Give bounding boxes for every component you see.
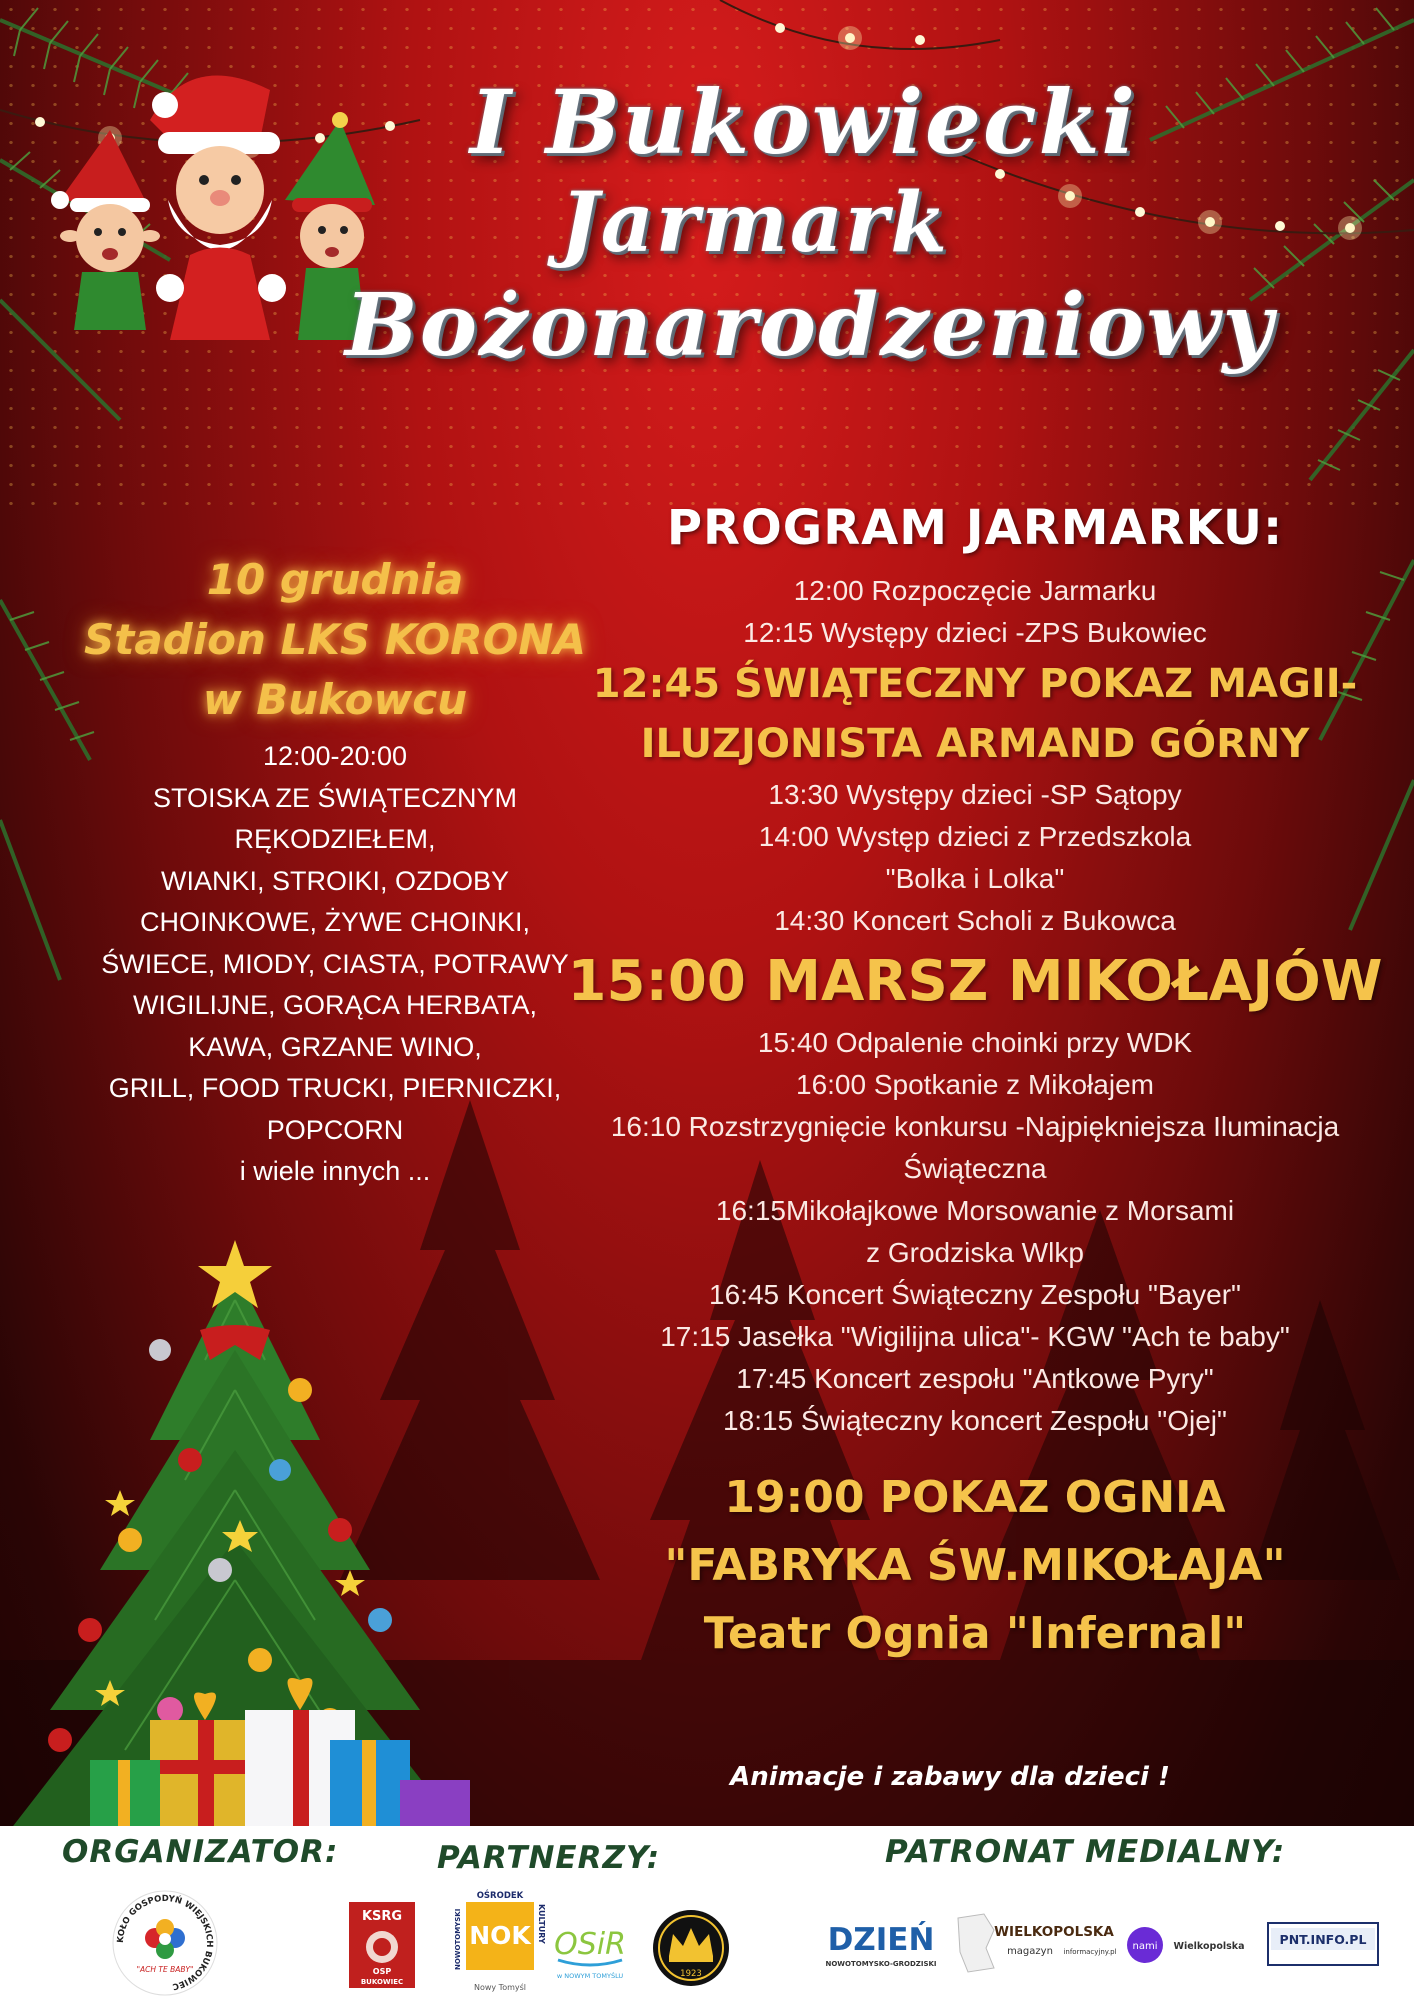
dzien-logo bbox=[825, 1914, 937, 1976]
program-item: 15:40 Odpalenie choinki przy WDK bbox=[757, 1027, 1193, 1058]
program-highlight-fire: "FABRYKA ŚW.MIKOŁAJA" bbox=[664, 1540, 1286, 1591]
wlkp-sub1-text: magazyn bbox=[1007, 1946, 1053, 1957]
kgw-ring-text: KOŁO GOSPODYŃ WIEJSKICH BUKOWIEC bbox=[115, 1893, 215, 1992]
nok-mark-text: NOK bbox=[469, 1921, 531, 1950]
partners-label: PARTNERZY: bbox=[437, 1840, 661, 1876]
program-item: z Grodziska Wlkp bbox=[866, 1237, 1084, 1268]
osp-text: OSP bbox=[372, 1967, 392, 1976]
offer-line: WIANKI, STROIKI, OZDOBY bbox=[160, 865, 510, 896]
offer-line: RĘKODZIEŁEM, bbox=[234, 824, 436, 854]
program-item: 14:00 Występ dzieci z Przedszkola bbox=[758, 821, 1192, 852]
program-heading: PROGRAM JARMARKU: bbox=[666, 500, 1284, 556]
title-line-3: Bożonarodzeniowy bbox=[345, 275, 1275, 376]
media-patronage-label: PATRONAT MEDIALNY: bbox=[885, 1834, 1286, 1870]
nok-side1-text: OŚRODEK bbox=[476, 1891, 524, 1901]
animations-note: Animacje i zabawy dla dzieci ! bbox=[730, 1762, 1170, 1792]
christmas-tree-illustration bbox=[0, 1240, 560, 1830]
ksrg-osp-logo bbox=[349, 1902, 415, 1988]
event-place: w Bukowcu bbox=[202, 675, 468, 724]
program-item: 12:15 Występy dzieci -ZPS Bukowiec bbox=[743, 617, 1207, 648]
program-item: 18:15 Świąteczny koncert Zespołu "Ojej" bbox=[723, 1405, 1227, 1436]
offer-line: CHOINKOWE, ŻYWE CHOINKI, bbox=[139, 907, 530, 937]
program-item: 14:30 Koncert Scholi z Bukowca bbox=[774, 905, 1176, 936]
wielkopolska-magazyn-logo bbox=[954, 1908, 1117, 1980]
crown-club-logo bbox=[651, 1908, 731, 1988]
elf-left-icon bbox=[51, 130, 160, 330]
crown-year-text: 1923 bbox=[680, 1969, 702, 1979]
program-item: 16:45 Koncert Świąteczny Zespołu "Bayer" bbox=[709, 1279, 1241, 1310]
program-highlight-fire: 19:00 POKAZ OGNIA bbox=[724, 1472, 1226, 1523]
offer-line: STOISKA ZE ŚWIĄTECZNYM bbox=[152, 782, 518, 813]
santa-icon bbox=[150, 75, 286, 340]
program-item: "Bolka i Lolka" bbox=[885, 863, 1065, 894]
kgw-motto-text: "ACH TE BABY" bbox=[136, 1965, 194, 1974]
wlkp-sub2-text: informacyjny.pl bbox=[1063, 1948, 1117, 1956]
event-venue: Stadion LKS KORONA bbox=[84, 615, 586, 664]
nok-town-text: Nowy Tomyśl bbox=[473, 1983, 527, 1992]
nok-logo bbox=[450, 1886, 546, 1998]
offer-line: KAWA, GRZANE WINO, bbox=[188, 1031, 482, 1062]
osir-text: OSiR bbox=[554, 1927, 626, 1962]
dzien-text: DZIEŃ bbox=[827, 1922, 935, 1958]
offer-line: GRILL, FOOD TRUCKI, PIERNICZKI, bbox=[108, 1073, 562, 1103]
pnt-info-logo bbox=[1267, 1922, 1379, 1966]
program-item: 17:15 Jasełka "Wigilijna ulica"- KGW "Ach te baby" bbox=[660, 1321, 1290, 1352]
organizer-label: ORGANIZATOR: bbox=[62, 1834, 339, 1870]
program-item: Świąteczna bbox=[903, 1153, 1047, 1184]
dzien-sub-text: NOWOTOMYSKO-GRODZISKI bbox=[825, 1960, 937, 1968]
event-date: 10 grudnia bbox=[206, 555, 464, 604]
osir-sub-text: w NOWYM TOMYŚLU bbox=[556, 1972, 624, 1980]
program-highlight-fire: Teatr Ognia "Infernal" bbox=[703, 1608, 1247, 1659]
program-schedule bbox=[540, 500, 1410, 1668]
pnt-text: PNT.INFO.PL bbox=[1279, 1932, 1367, 1947]
nok-side3-text: NOWOTOMYSKI bbox=[454, 1908, 462, 1970]
offer-line: i wiele innych ... bbox=[239, 1156, 431, 1186]
program-item: 17:45 Koncert zespołu "Antkowe Pyry" bbox=[736, 1363, 1214, 1394]
offer-line: WIGILIJNE, GORĄCA HERBATA, bbox=[132, 990, 538, 1020]
event-hours: 12:00-20:00 bbox=[262, 741, 408, 771]
program-item: 13:30 Występy dzieci -SP Sątopy bbox=[768, 779, 1182, 810]
program-item: 16:10 Rozstrzygnięcie konkursu -Najpiękniejsza Iluminacja bbox=[610, 1111, 1340, 1142]
offer-line: POPCORN bbox=[266, 1114, 404, 1145]
program-highlight-march: 15:00 MARSZ MIKOŁAJÓW bbox=[567, 949, 1383, 1014]
kgw-bukowiec-logo bbox=[110, 1888, 220, 1998]
program-item: 16:15Mikołajkowe Morsowanie z Morsami bbox=[715, 1195, 1235, 1226]
offer-line: ŚWIECE, MIODY, CIASTA, POTRAWY bbox=[101, 948, 569, 979]
nami-region-text: Wielkopolska bbox=[1173, 1941, 1245, 1952]
title-line-2: Jarmark bbox=[560, 175, 950, 271]
program-item: 12:00 Rozpoczęcie Jarmarku bbox=[793, 575, 1157, 606]
program-item: 16:00 Spotkanie z Mikołajem bbox=[796, 1069, 1154, 1100]
osp-place-text: BUKOWIEC bbox=[360, 1978, 404, 1986]
nami-wielkopolska-logo bbox=[1125, 1926, 1255, 1964]
title-line-1: I Bukowiecki bbox=[470, 70, 1137, 174]
wlkp-text: WIELKOPOLSKA bbox=[994, 1924, 1114, 1940]
nami-text: nami bbox=[1132, 1941, 1158, 1952]
osir-logo bbox=[550, 1912, 630, 1988]
program-highlight-magic: ILUZJONISTA ARMAND GÓRNY bbox=[640, 721, 1310, 767]
program-highlight-magic: 12:45 ŚWIĄTECZNY POKAZ MAGII- bbox=[592, 661, 1358, 707]
nok-side2-text: KULTURY bbox=[537, 1904, 546, 1944]
footer-sponsors bbox=[0, 1826, 1414, 2000]
ksrg-text: KSRG bbox=[361, 1909, 403, 1924]
